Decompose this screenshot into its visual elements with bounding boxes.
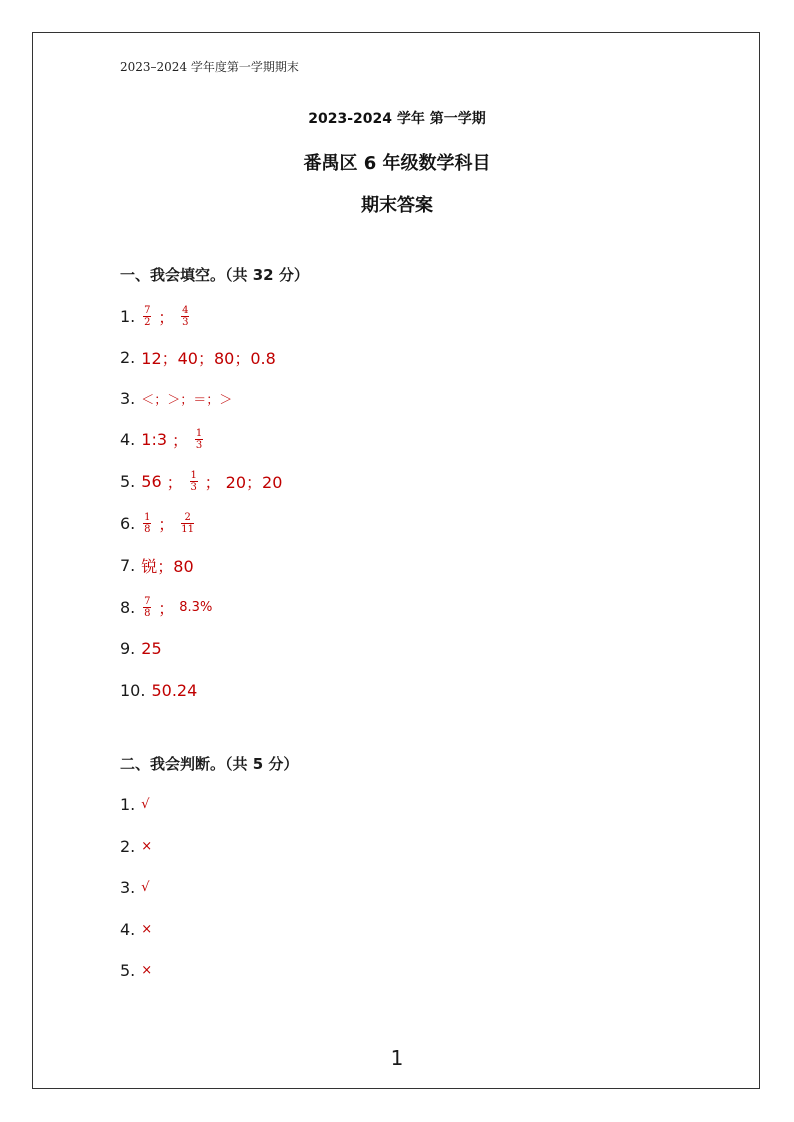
answer-item-5 xyxy=(120,467,282,495)
item-number: 4. xyxy=(120,919,136,939)
running-header: 2023–2024 学年度第一学期期末 xyxy=(120,60,299,74)
check-mark: √ xyxy=(141,796,150,812)
answer-text: 56 ； $\frac{1}{3}$ ； 20；20 xyxy=(141,469,283,493)
answer-text: 12；40；80；0.8 xyxy=(141,348,276,368)
answer-item-2 xyxy=(120,343,276,371)
answer-text: $\frac{7}{2}$ ； $\frac{4}{3}$ xyxy=(144,304,189,328)
answer-item-9 xyxy=(120,634,162,662)
item-number: 1. xyxy=(120,306,136,326)
answer-item-3 xyxy=(120,384,232,412)
item-number: 2. xyxy=(120,347,136,367)
fraction: $\frac{7}{8}$ xyxy=(144,595,151,619)
fraction: $\frac{1}{3}$ xyxy=(195,427,203,451)
item-number: 10. xyxy=(120,680,146,700)
title-year-term: 2023-2024 学年 第一学期 xyxy=(308,111,486,127)
answer-text: 1:3 ； $\frac{1}{3}$ xyxy=(141,427,203,451)
answer-text: $\frac{1}{8}$ ； $\frac{2}{11}$ xyxy=(144,511,195,535)
fraction: $\frac{1}{8}$ xyxy=(144,511,151,535)
fraction: $\frac{7}{2}$ xyxy=(144,304,151,328)
fraction: $\frac{2}{11}$ xyxy=(181,511,195,535)
title-subject: 番禺区 6 年级数学科目 xyxy=(303,153,491,174)
answer-text: $\frac{7}{8}$ ； 8.3% xyxy=(144,595,213,619)
cross-mark: × xyxy=(141,921,153,937)
judge-item-1 xyxy=(120,790,150,818)
judge-item-4 xyxy=(120,915,152,943)
item-number: 3. xyxy=(120,388,136,408)
judge-item-2 xyxy=(120,832,152,860)
item-number: 9. xyxy=(120,638,136,658)
item-number: 6. xyxy=(120,513,136,533)
item-number: 7. xyxy=(120,555,136,575)
answer-text: 50.24 xyxy=(151,680,198,700)
answer-item-8 xyxy=(120,593,212,621)
answer-item-7 xyxy=(120,551,194,579)
item-number: 1. xyxy=(120,794,136,814)
section-heading-judge: 二、我会判断。（共 5 分） xyxy=(120,755,299,773)
answer-item-1 xyxy=(120,302,191,330)
answer-item-4 xyxy=(120,425,205,453)
fraction: $\frac{1}{3}$ xyxy=(190,469,197,493)
section-heading-fill-in: 一、我会填空。（共 32 分） xyxy=(120,266,309,284)
check-mark: √ xyxy=(141,879,150,895)
answer-text: ＜；＞；＝；＞ xyxy=(141,392,233,408)
answer-item-10 xyxy=(120,676,197,704)
item-number: 2. xyxy=(120,836,136,856)
page-number: 1 xyxy=(390,1046,404,1070)
answer-text: 锐；80 xyxy=(141,556,194,576)
item-number: 3. xyxy=(120,877,136,897)
fraction: $\frac{4}{3}$ xyxy=(182,304,189,328)
title-answer-key: 期末答案 xyxy=(361,195,433,216)
item-number: 4. xyxy=(120,429,136,449)
cross-mark: × xyxy=(141,838,153,854)
judge-item-5 xyxy=(120,956,152,984)
cross-mark: × xyxy=(141,962,153,978)
answer-text: 25 xyxy=(141,638,162,658)
item-number: 8. xyxy=(120,597,136,617)
item-number: 5. xyxy=(120,471,136,491)
judge-item-3 xyxy=(120,873,150,901)
item-number: 5. xyxy=(120,960,136,980)
answer-item-6 xyxy=(120,509,196,537)
